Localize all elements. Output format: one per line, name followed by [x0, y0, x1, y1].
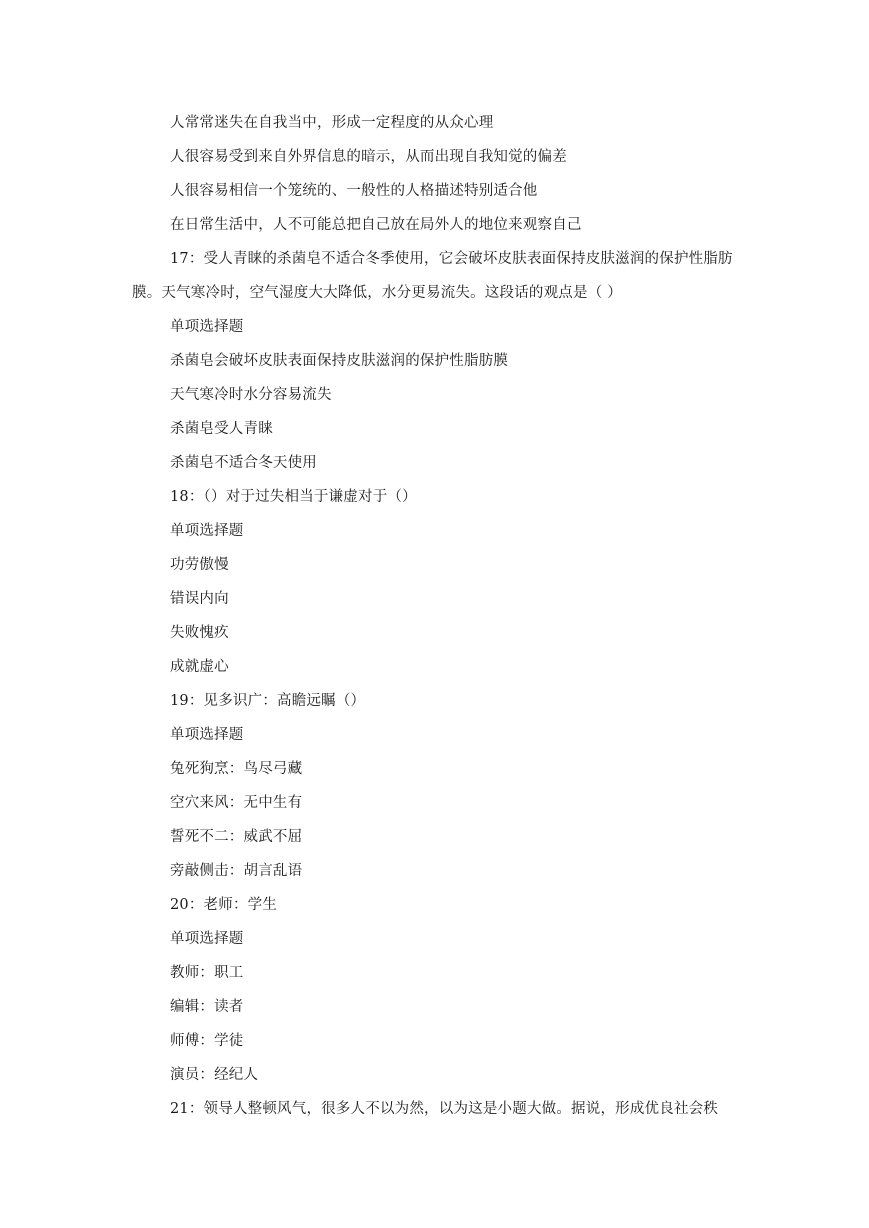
q16-option-1: 人常常迷失在自我当中，形成一定程度的从众心理 [170, 115, 494, 131]
q18-type: 单项选择题 [170, 523, 244, 539]
q19-option-4: 旁敲侧击：胡言乱语 [170, 863, 303, 879]
q18-stem: 18：（）对于过失相当于谦虚对于（） [170, 489, 417, 505]
q20-option-3: 师傅：学徒 [170, 1033, 244, 1049]
q17-option-2: 天气寒冷时水分容易流失 [170, 387, 332, 403]
q19-option-2: 空穴来风：无中生有 [170, 795, 303, 811]
q19-option-3: 誓死不二：威武不屈 [170, 829, 303, 845]
q17-option-4: 杀菌皂不适合冬天使用 [170, 455, 317, 471]
q17-option-3: 杀菌皂受人青睐 [170, 421, 273, 437]
q16-option-2: 人很容易受到来自外界信息的暗示，从而出现自我知觉的偏差 [170, 149, 567, 165]
q18-option-4: 成就虚心 [170, 659, 229, 675]
q20-type: 单项选择题 [170, 931, 244, 947]
q20-stem: 20：老师：学生 [170, 897, 278, 913]
q20-option-4: 演员：经纪人 [170, 1067, 259, 1083]
q19-option-1: 兔死狗烹：鸟尽弓藏 [170, 761, 303, 777]
document-content [132, 106, 742, 1126]
q19-stem: 19：见多识广：高瞻远瞩（） [170, 693, 366, 709]
q17-type: 单项选择题 [170, 319, 244, 335]
q18-option-2: 错误内向 [170, 591, 229, 607]
q18-option-3: 失败愧疚 [170, 625, 229, 641]
q19-type: 单项选择题 [170, 727, 244, 743]
q17-stem: 17：受人青睐的杀菌皂不适合冬季使用，它会破坏皮肤表面保持皮肤滋润的保护性脂肪膜。天气寒冷时，空气湿度大大降低，水分更易流失。这段话的观点是（ ） [132, 251, 733, 301]
q21-stem: 21：领导人整顿风气，很多人不以为然，以为这是小题大做。据说，形成优良社会秩 [170, 1101, 719, 1117]
q16-option-4: 在日常生活中，人不可能总把自己放在局外人的地位来观察自己 [170, 217, 582, 233]
q20-option-1: 教师：职工 [170, 965, 244, 981]
q16-option-3: 人很容易相信一个笼统的、一般性的人格描述特别适合他 [170, 183, 538, 199]
q18-option-1: 功劳傲慢 [170, 557, 229, 573]
q17-option-1: 杀菌皂会破坏皮肤表面保持皮肤滋润的保护性脂肪膜 [170, 353, 509, 369]
q20-option-2: 编辑：读者 [170, 999, 244, 1015]
